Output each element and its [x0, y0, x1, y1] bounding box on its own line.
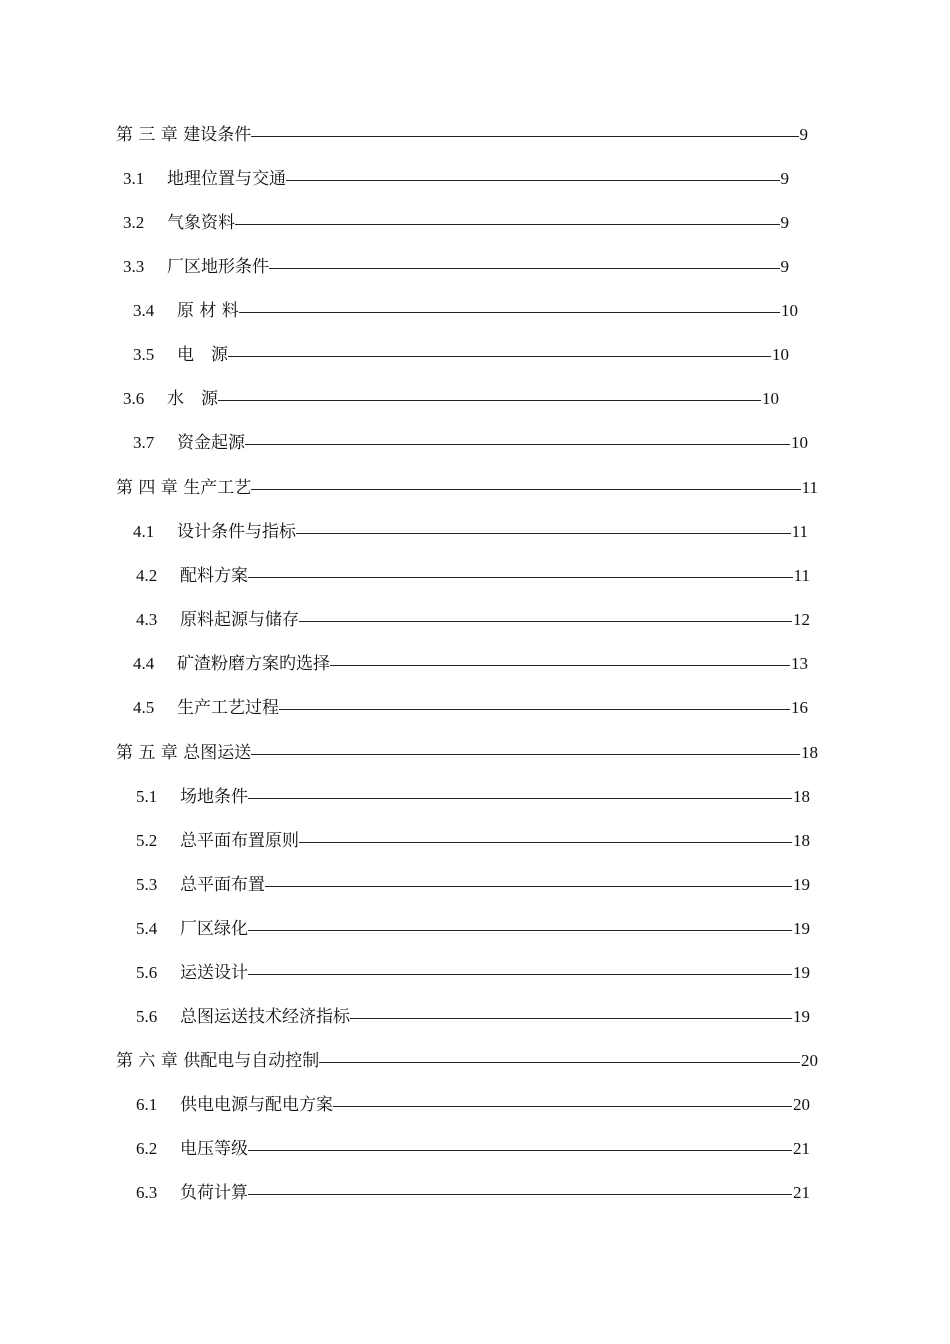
toc-section-number: 5.6: [136, 1007, 158, 1026]
toc-section-number: 6.1: [136, 1095, 158, 1114]
toc-section-number: 4.3: [136, 610, 158, 629]
toc-section-number: 4.2: [136, 566, 158, 585]
toc-entry-title: 资金起源: [177, 433, 245, 453]
toc-page-number: 10: [762, 389, 779, 408]
toc-section-entry[interactable]: [133, 649, 808, 679]
toc-leader-line: [319, 1062, 800, 1063]
toc-entry-title: 配料方案: [180, 566, 248, 586]
toc-section-number: 3.1: [123, 169, 145, 188]
toc-leader-line: [248, 798, 792, 799]
toc-section-number: 3.6: [123, 389, 145, 408]
toc-leader-line: [286, 180, 780, 181]
toc-leader-line: [228, 356, 771, 357]
toc-page-number: 18: [793, 831, 810, 850]
toc-leader-line: [251, 136, 798, 137]
toc-entry-title: 第 五 章 总图运送: [116, 743, 252, 763]
toc-entry-title: 生产工艺过程: [177, 698, 279, 718]
toc-section-number: 3.5: [133, 345, 155, 364]
toc-entry-title: 电 源: [177, 345, 228, 365]
toc-entry-title: 运送设计: [180, 963, 248, 983]
toc-entry-title: 第 三 章 建设条件: [116, 125, 252, 145]
toc-section-entry[interactable]: [136, 958, 810, 988]
toc-entry-title: 第 六 章 供配电与自动控制: [116, 1051, 320, 1071]
toc-leader-line: [330, 665, 790, 666]
toc-leader-line: [265, 886, 792, 887]
toc-page-number: 9: [780, 169, 789, 188]
toc-entry-title: 总图运送技术经济指标: [180, 1007, 350, 1027]
toc-page-number: 11: [801, 478, 818, 497]
toc-page-number: 9: [780, 257, 789, 276]
toc-section-number: 3.7: [133, 433, 155, 452]
toc-section-entry[interactable]: [133, 296, 798, 326]
toc-page-number: 19: [793, 919, 810, 938]
toc-section-entry[interactable]: [136, 561, 810, 591]
toc-section-number: 4.5: [133, 698, 155, 717]
toc-section-entry[interactable]: [123, 164, 789, 194]
toc-page-number: 20: [801, 1051, 818, 1070]
toc-leader-line: [299, 621, 792, 622]
toc-leader-line: [218, 400, 761, 401]
toc-chapter-entry[interactable]: [116, 120, 808, 150]
toc-entry-title: 原 材 料: [177, 301, 239, 321]
toc-section-number: 3.3: [123, 257, 145, 276]
toc-entry-title: 矿渣粉磨方案旳选择: [177, 654, 330, 674]
toc-entry-title: 气象资料: [167, 213, 235, 233]
toc-page-number: 19: [793, 875, 810, 894]
toc-section-entry[interactable]: [133, 340, 789, 370]
toc-leader-line: [350, 1018, 792, 1019]
toc-section-entry[interactable]: [123, 384, 779, 414]
toc-section-number: 5.6: [136, 963, 158, 982]
toc-page-number: 12: [793, 610, 810, 629]
toc-section-number: 5.3: [136, 875, 158, 894]
toc-section-entry[interactable]: [136, 1134, 810, 1164]
toc-section-entry[interactable]: [133, 428, 808, 458]
toc-page-number: 20: [793, 1095, 810, 1114]
toc-page-number: 19: [793, 963, 810, 982]
toc-chapter-entry[interactable]: [116, 738, 818, 768]
toc-leader-line: [248, 974, 792, 975]
toc-entry-title: 供电电源与配电方案: [180, 1095, 333, 1115]
toc-leader-line: [269, 268, 780, 269]
toc-section-entry[interactable]: [136, 1002, 810, 1032]
toc-page-number: 11: [793, 566, 810, 585]
toc-leader-line: [299, 842, 792, 843]
toc-entry-title: 第 四 章 生产工艺: [116, 478, 252, 498]
toc-leader-line: [248, 577, 793, 578]
toc-leader-line: [296, 533, 791, 534]
toc-entry-title: 场地条件: [180, 787, 248, 807]
toc-leader-line: [251, 754, 800, 755]
toc-section-entry[interactable]: [133, 693, 808, 723]
toc-section-number: 3.2: [123, 213, 145, 232]
toc-page-number: 18: [793, 787, 810, 806]
toc-section-entry[interactable]: [136, 870, 810, 900]
toc-entry-title: 总平面布置: [180, 875, 265, 895]
toc-section-number: 6.2: [136, 1139, 158, 1158]
toc-entry-title: 电压等级: [180, 1139, 248, 1159]
toc-leader-line: [279, 709, 790, 710]
toc-page-number: 21: [793, 1139, 810, 1158]
toc-page-number: 10: [772, 345, 789, 364]
toc-entry-title: 地理位置与交通: [167, 169, 286, 189]
toc-leader-line: [251, 489, 800, 490]
toc-chapter-entry[interactable]: [116, 1046, 818, 1076]
toc-leader-line: [248, 1194, 792, 1195]
toc-section-number: 6.3: [136, 1183, 158, 1202]
toc-page-number: 10: [791, 433, 808, 452]
toc-page-number: 10: [781, 301, 798, 320]
toc-section-number: 5.4: [136, 919, 158, 938]
toc-entry-title: 厂区绿化: [180, 919, 248, 939]
toc-section-number: 5.1: [136, 787, 158, 806]
toc-leader-line: [333, 1106, 792, 1107]
toc-page-number: 13: [791, 654, 808, 673]
toc-entry-title: 原料起源与储存: [180, 610, 299, 630]
toc-entry-title: 负荷计算: [180, 1183, 248, 1203]
toc-page-number: 9: [799, 125, 808, 144]
toc-entry-title: 厂区地形条件: [167, 257, 269, 277]
toc-entry-title: 设计条件与指标: [177, 522, 296, 542]
toc-page-number: 18: [801, 743, 818, 762]
toc-leader-line: [248, 1150, 792, 1151]
toc-section-entry[interactable]: [136, 1178, 810, 1208]
toc-section-number: 5.2: [136, 831, 158, 850]
toc-page-number: 19: [793, 1007, 810, 1026]
toc-section-entry[interactable]: [136, 1090, 810, 1120]
toc-section-entry[interactable]: [136, 826, 810, 856]
toc-chapter-entry[interactable]: [116, 473, 818, 503]
toc-entry-title: 总平面布置原则: [180, 831, 299, 851]
toc-leader-line: [245, 444, 790, 445]
toc-page-number: 9: [780, 213, 789, 232]
toc-section-entry[interactable]: [133, 517, 808, 547]
toc-section-number: 4.1: [133, 522, 155, 541]
toc-entry-title: 水 源: [167, 389, 218, 409]
toc-leader-line: [235, 224, 780, 225]
toc-section-entry[interactable]: [136, 605, 810, 635]
toc-section-entry[interactable]: [123, 208, 789, 238]
toc-section-number: 4.4: [133, 654, 155, 673]
toc-page-number: 16: [791, 698, 808, 717]
toc-leader-line: [239, 312, 780, 313]
toc-section-entry[interactable]: [123, 252, 789, 282]
toc-section-entry[interactable]: [136, 914, 810, 944]
toc-section-entry[interactable]: [136, 782, 810, 812]
toc-page-number: 21: [793, 1183, 810, 1202]
toc-leader-line: [248, 930, 792, 931]
toc-page-number: 11: [791, 522, 808, 541]
toc-section-number: 3.4: [133, 301, 155, 320]
